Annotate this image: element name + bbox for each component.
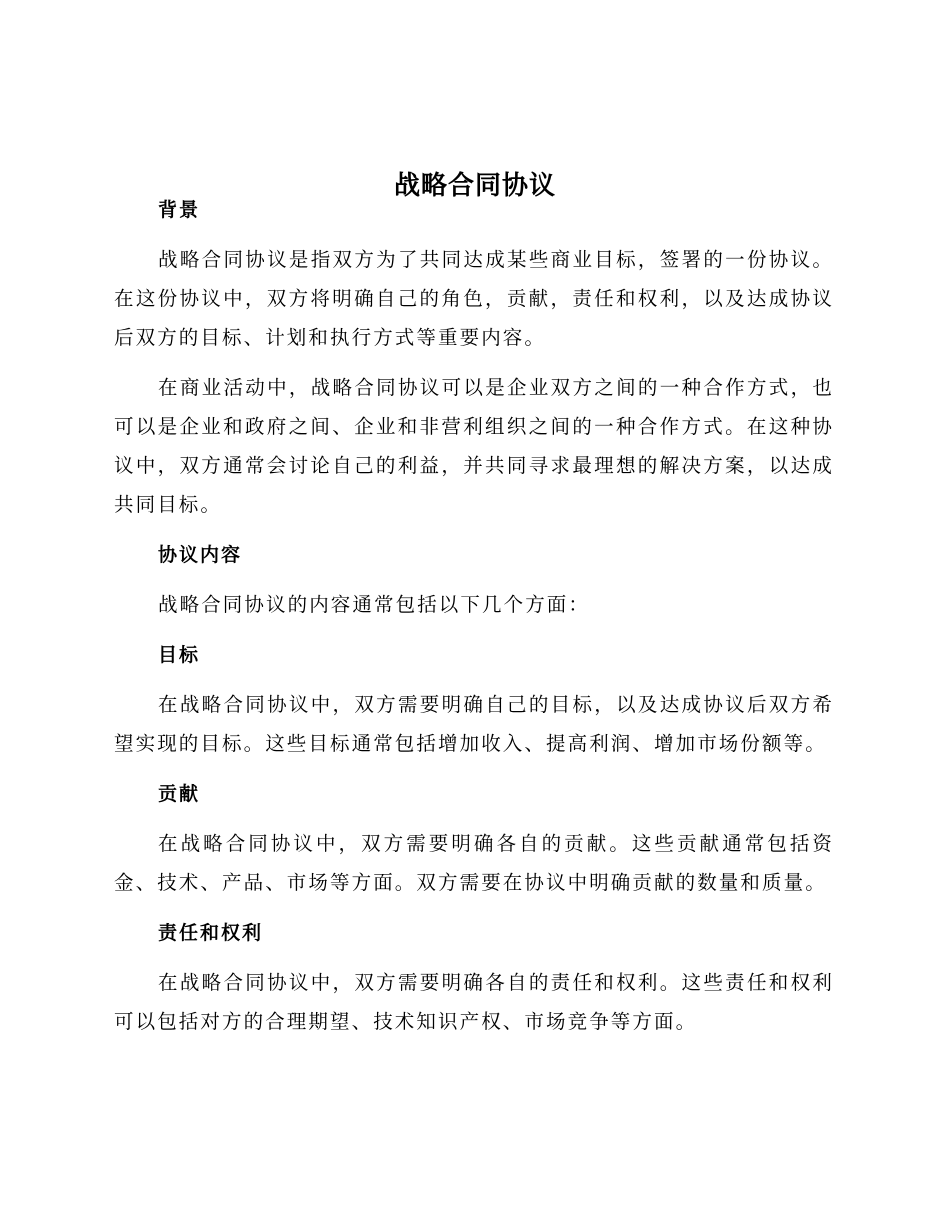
background-paragraph-1: 战略合同协议是指双方为了共同达成某些商业目标，签署的一份协议。在这份协议中，双方将明确自己的角色，贡献，责任和权利，以及达成协议后双方的目标、计划和执行方式等重要内容。: [114, 248, 834, 349]
background-paragraph-2: 在商业活动中，战略合同协议可以是企业双方之间的一种合作方式，也可以是企业和政府之间、企业和非营利组织之间的一种合作方式。在这种协议中，双方通常会讨论自己的利益，并共同寻求最理想的解决方案，以达成共同目标。: [114, 376, 834, 516]
responsibilities-paragraph: 在战略合同协议中，双方需要明确各自的责任和权利。这些责任和权利可以包括对方的合理期望、技术知识产权、市场竞争等方面。: [114, 971, 834, 1033]
document-title: 战略合同协议: [393, 171, 556, 202]
section-heading-responsibilities: 责任和权利: [158, 922, 264, 944]
contribution-paragraph: 在战略合同协议中，双方需要明确各自的贡献。这些贡献通常包括资金、技术、产品、市场等方面。双方需要在协议中明确贡献的数量和质量。: [114, 832, 834, 894]
section-heading-contribution: 贡献: [158, 783, 201, 805]
content-paragraph: 战略合同协议的内容通常包括以下几个方面：: [158, 593, 591, 616]
section-heading-content: 协议内容: [158, 544, 243, 566]
section-heading-goals: 目标: [158, 644, 201, 666]
goals-paragraph: 在战略合同协议中，双方需要明确自己的目标，以及达成协议后双方希望实现的目标。这些目标通常包括增加收入、提高利润、增加市场份额等。: [114, 693, 834, 755]
document-body: [114, 191, 834, 1041]
section-heading-background: 背景: [158, 199, 201, 221]
